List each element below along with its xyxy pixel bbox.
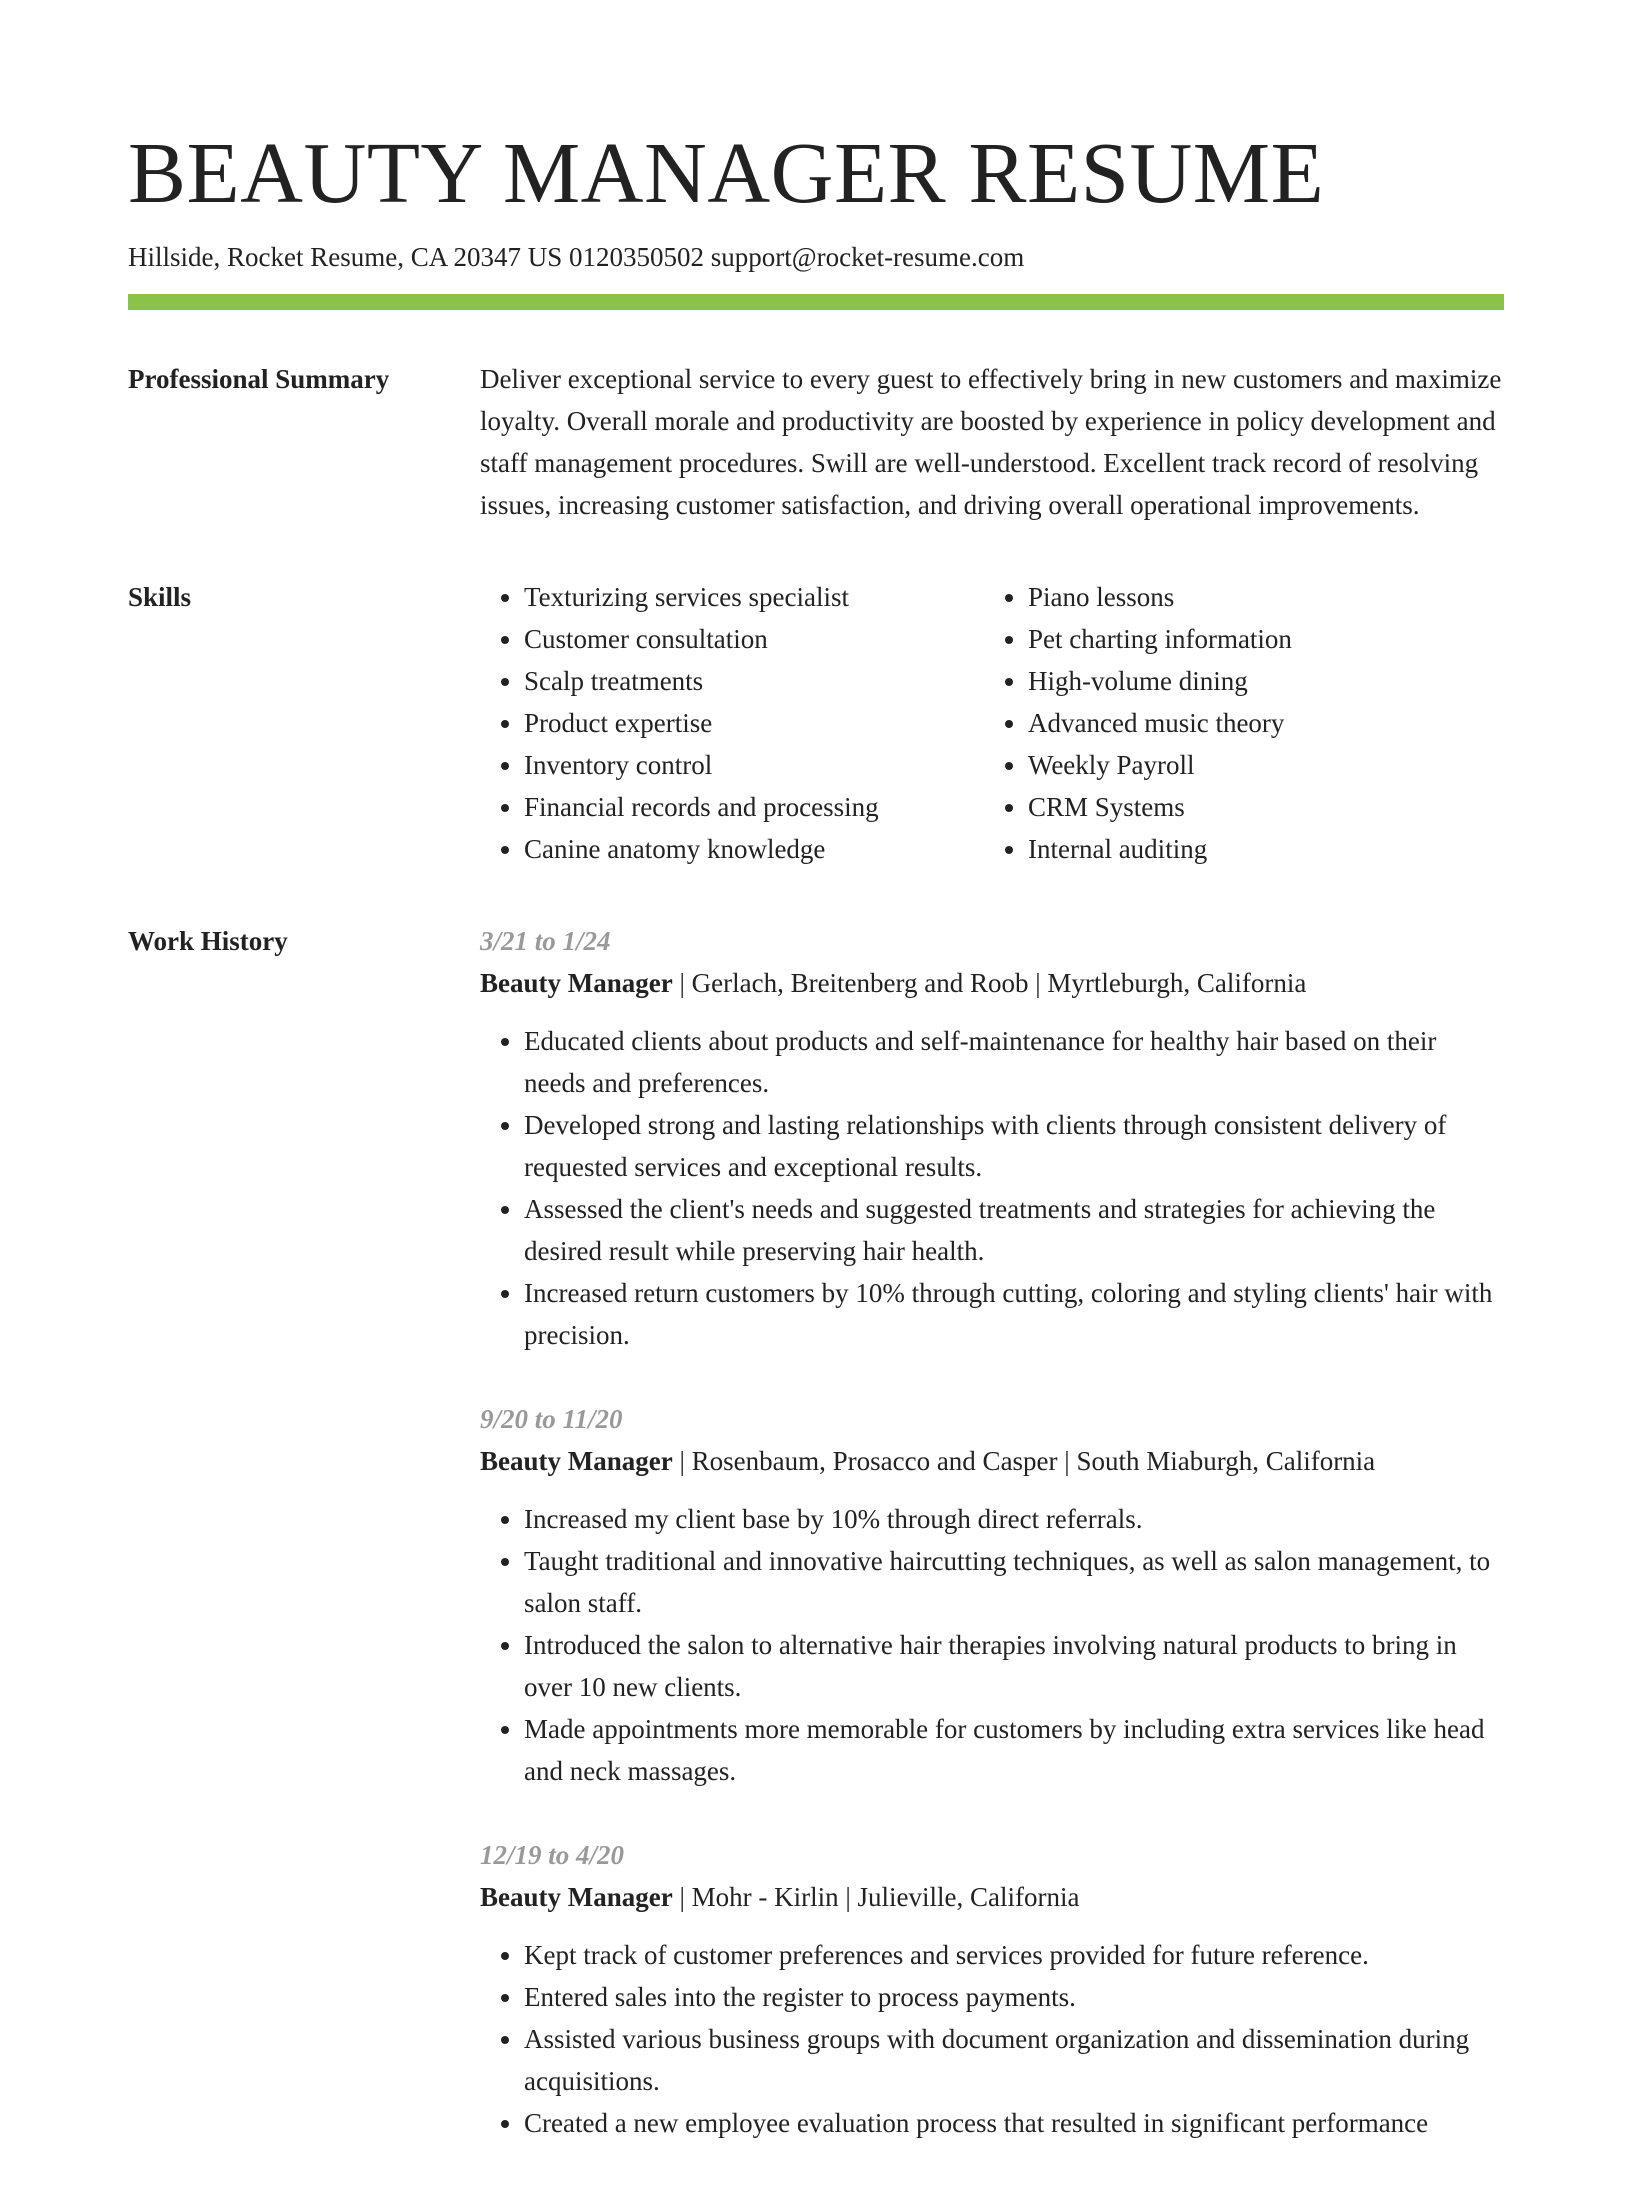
job-bullet: • Made appointments more memorable for customers by including extra services like head and neck massages.: [524, 1708, 1504, 1792]
skill-item: • Financial records and processing: [524, 786, 984, 828]
resume-title: BEAUTY MANAGER RESUME: [128, 124, 1325, 221]
skill-item: • Advanced music theory: [1028, 702, 1488, 744]
skill-item: • Product expertise: [524, 702, 984, 744]
skill-item: • Customer consultation: [524, 618, 984, 660]
job-entry: [480, 1398, 1504, 1792]
job-bullet: • Created a new employee evaluation process that resulted in significant performance: [524, 2102, 1504, 2144]
job-bullet: • Assessed the client's needs and suggested treatments and strategies for achieving the desired result while preserving hair health.: [524, 1188, 1504, 1272]
skill-item: • Scalp treatments: [524, 660, 984, 702]
job-dates: 3/21 to 1/24: [480, 926, 611, 956]
job-bullets: [480, 1498, 1504, 1792]
job-entry: [480, 1834, 1504, 2144]
job-bullet: • Taught traditional and innovative haircutting techniques, as well as salon management, to salon staff.: [524, 1540, 1504, 1624]
work-history-section: [128, 920, 1504, 2186]
job-bullet: • Entered sales into the register to process payments.: [524, 1976, 1504, 2018]
job-bullets: [480, 1934, 1504, 2144]
skill-item: • Internal auditing: [1028, 828, 1488, 870]
skill-item: • CRM Systems: [1028, 786, 1488, 828]
contact-line: Hillside, Rocket Resume, CA 20347 US 0120350502 support@rocket-resume.com: [128, 242, 1025, 272]
skill-item: • Piano lessons: [1028, 576, 1488, 618]
job-dates: 12/19 to 4/20: [480, 1840, 625, 1870]
job-bullet: • Developed strong and lasting relationships with clients through consistent delivery of requested services and exceptional results.: [524, 1104, 1504, 1188]
summary-section: [128, 358, 1504, 526]
job-title-line: [480, 1876, 1504, 1918]
job-details: | Mohr - Kirlin | Julieville, California: [672, 1882, 1080, 1912]
resume-page: [128, 0, 1504, 2186]
job-bullets: [480, 1020, 1504, 1356]
skill-item: • Pet charting information: [1028, 618, 1488, 660]
section-label-skills: Skills: [128, 582, 192, 612]
skill-item: • Weekly Payroll: [1028, 744, 1488, 786]
job-bullet: • Increased return customers by 10% through cutting, coloring and styling clients' hair with precision.: [524, 1272, 1504, 1356]
job-dates: 9/20 to 11/20: [480, 1404, 623, 1434]
job-bullet: • Educated clients about products and self-maintenance for healthy hair based on their needs and preferences.: [524, 1020, 1504, 1104]
section-label-summary: Professional Summary: [128, 364, 390, 394]
job-bullet: • Assisted various business groups with document organization and dissemination during acquisitions.: [524, 2018, 1504, 2102]
section-label-work-history: Work History: [128, 926, 288, 956]
job-bullet: • Increased my client base by 10% through direct referrals.: [524, 1498, 1504, 1540]
job-title: Beauty Manager: [480, 968, 673, 998]
skill-item: • High-volume dining: [1028, 660, 1488, 702]
job-title-line: [480, 962, 1504, 1004]
job-bullet: • Kept track of customer preferences and services provided for future reference.: [524, 1934, 1504, 1976]
job-details: | Rosenbaum, Prosacco and Casper | South Miaburgh, California: [672, 1446, 1376, 1476]
skill-item: • Inventory control: [524, 744, 984, 786]
skill-item: • Canine anatomy knowledge: [524, 828, 984, 870]
job-title-line: [480, 1440, 1504, 1482]
job-entry: [480, 920, 1504, 1356]
job-title: Beauty Manager: [480, 1882, 673, 1912]
skill-item: • Texturizing services specialist: [524, 576, 984, 618]
job-title: Beauty Manager: [480, 1446, 673, 1476]
accent-divider: [128, 294, 1504, 310]
job-bullet: • Introduced the salon to alternative hair therapies involving natural products to bring in over 10 new clients.: [524, 1624, 1504, 1708]
job-details: | Gerlach, Breitenberg and Roob | Myrtleburgh, California: [672, 968, 1307, 998]
skills-list-right: [984, 576, 1488, 870]
skills-list-left: [480, 576, 984, 870]
summary-text: Deliver exceptional service to every guest to effectively bring in new customers and maximize loyalty. Overall morale and productivity are boosted by experience in policy development and staff management procedures. Swill are well-understood. Excellent track record of resolving issues, increasing customer satisfaction, and driving overall operational improvements.: [480, 364, 1502, 520]
skills-section: [128, 576, 1504, 870]
